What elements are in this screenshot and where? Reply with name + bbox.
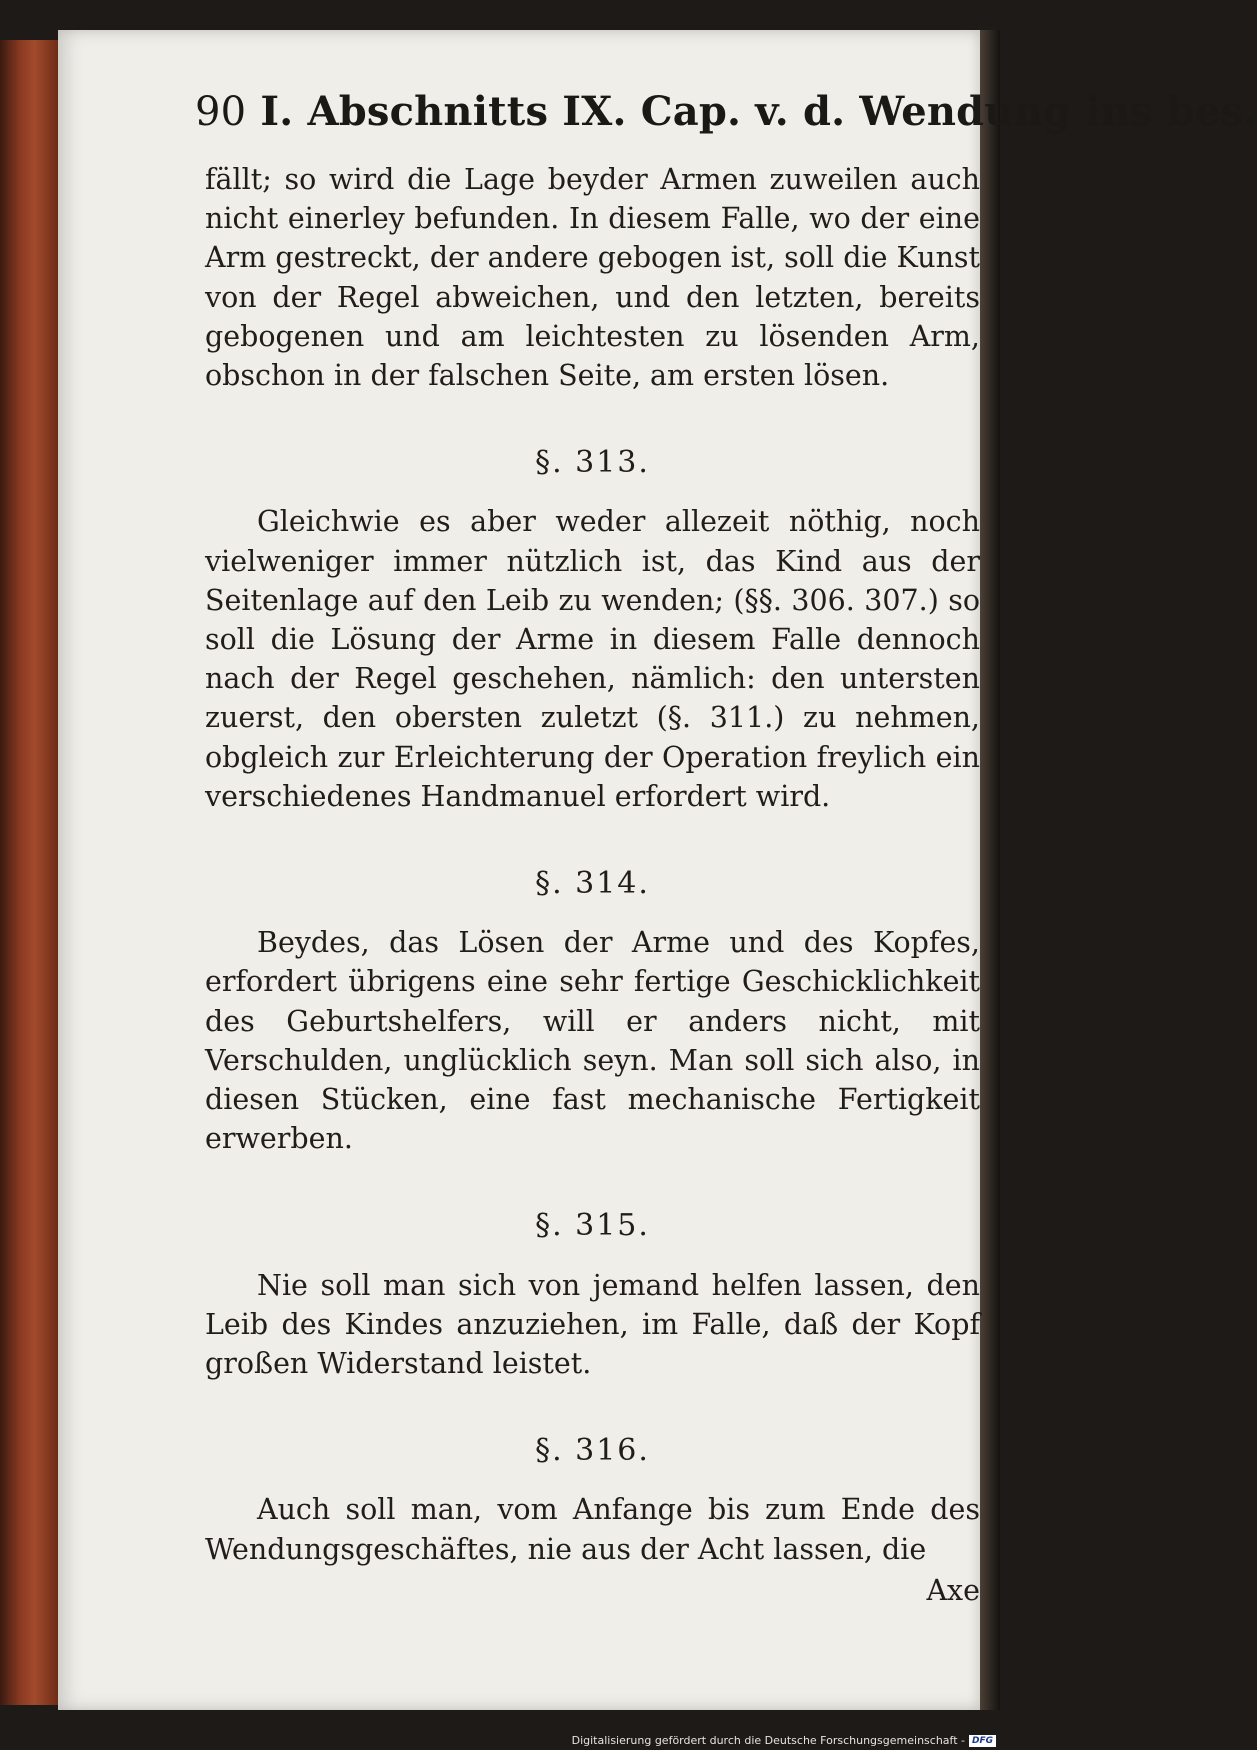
section-paragraph-313: Gleichwie es aber weder allezeit nöthig, noch vielweniger immer nützlich ist, das Kind aus der Seitenlage auf den Leib zu wenden; (§§. 306. 307.) so soll die Lösung der Arme in diesem Falle dennoch nach der Regel geschehen, nämlich: den untersten zuerst, den obersten zuletzt (§. 311.) zu nehmen, obgleich zur Erleichterung der Operation freylich ein verschiedenes Handmanuel erfordert wird. — [205, 505, 980, 813]
page-number: 90 — [195, 89, 247, 135]
section-heading-314: §. 314. — [535, 866, 650, 902]
page-text — [205, 160, 980, 1610]
running-head-title: I. Abschnitts IX. Cap. v. d. Wendung ins bes. — [260, 88, 1257, 135]
section-paragraph-316: Auch soll man, vom Anfange bis zum Ende des Wendungsgeschäftes, nie aus der Acht lassen, die — [205, 1493, 980, 1566]
dfg-logo: DFG — [969, 1735, 996, 1747]
section-heading-316: §. 316. — [535, 1433, 650, 1469]
credit-text: Digitalisierung gefördert durch die Deutsche Forschungsgemeinschaft - — [571, 1734, 965, 1747]
digitization-credit — [572, 1734, 996, 1747]
book-spine-edge — [0, 40, 60, 1705]
section-heading-315: §. 315. — [535, 1208, 650, 1244]
running-head — [195, 88, 1257, 135]
page-gutter-shadow — [980, 30, 1000, 1710]
section-heading-313: §. 313. — [535, 445, 650, 481]
section-paragraph-315: Nie soll man sich von jemand helfen lassen, den Leib des Kindes anzuziehen, im Falle, daß der Kopf großen Widerstand leistet. — [205, 1268, 980, 1381]
intro-paragraph: fällt; so wird die Lage beyder Armen zuweilen auch nicht einerley befunden. In diesem Falle, wo der eine Arm gestreckt, der andere gebogen ist, soll die Kunst von der Regel abweichen, und den letzten, bereits gebogenen und am leichtesten zu lösenden Arm, obschon in der falschen Seite, am ersten lösen. — [205, 163, 980, 393]
section-paragraph-314: Beydes, das Lösen der Arme und des Kopfes, erfordert übrigens eine sehr fertige Geschicklichkeit des Geburtshelfers, will er anders nicht, mit Verschulden, unglücklich seyn. Man soll sich also, in diesen Stücken, eine fast mechanische Fertigkeit erwerben. — [205, 926, 980, 1156]
catchword: Axe — [926, 1573, 980, 1607]
